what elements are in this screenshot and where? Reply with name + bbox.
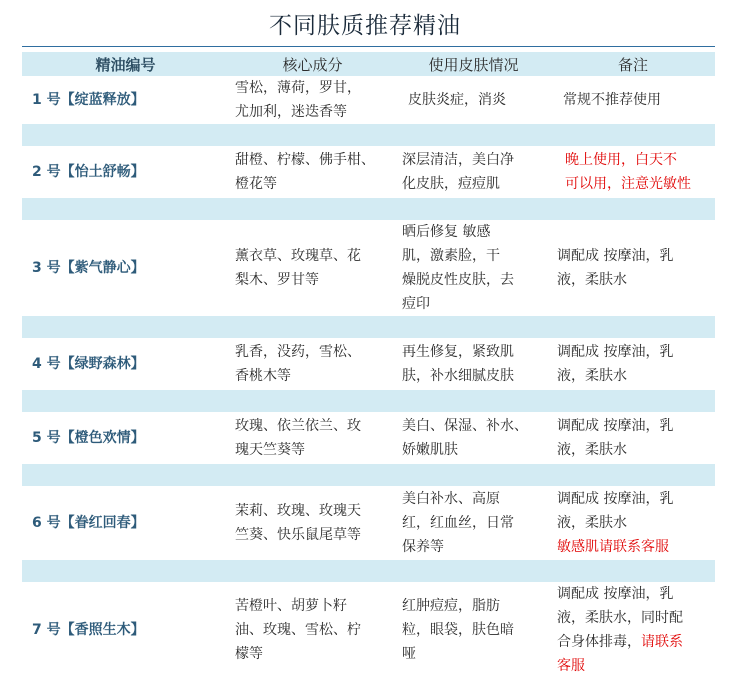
ingredients-cell bbox=[229, 486, 396, 560]
skin-line: 肌，激素脸，干 bbox=[402, 248, 500, 264]
note-cell bbox=[551, 220, 715, 316]
skin-cell bbox=[396, 412, 551, 464]
skin-line: 晒后修复 敏感 bbox=[402, 224, 491, 240]
table-row bbox=[22, 146, 715, 198]
spacer-row bbox=[22, 124, 715, 146]
note-cell bbox=[551, 338, 715, 390]
oil-name: 6 号【眷红回春】 bbox=[32, 515, 145, 531]
skin-line: 美白补水、高原 bbox=[402, 491, 500, 507]
note-line: 调配成 按摩油，乳 bbox=[557, 586, 674, 602]
skin-cell bbox=[396, 220, 551, 316]
header-notes: 备注 bbox=[551, 52, 715, 76]
note-text: 合身体排毒， bbox=[557, 634, 641, 650]
table-row bbox=[22, 412, 715, 464]
table-row bbox=[22, 582, 715, 678]
skin-line: 再生修复，紧致肌 bbox=[402, 344, 514, 360]
note-line: 调配成 按摩油，乳 bbox=[557, 344, 674, 360]
note-line: 常规不推荐使用 bbox=[563, 92, 661, 108]
skin-line: 粒，眼袋，肤色暗 bbox=[402, 622, 514, 638]
ingredients-line: 茉莉、玫瑰、玫瑰天 bbox=[235, 503, 361, 519]
note-line: 液，柔肤水 bbox=[557, 515, 627, 531]
oil-name: 4 号【绿野森林】 bbox=[32, 356, 145, 372]
ingredients-line: 苦橙叶、胡萝卜籽 bbox=[235, 598, 347, 614]
spacer-row bbox=[22, 316, 715, 338]
ingredients-line: 香桃木等 bbox=[235, 368, 291, 384]
ingredients-cell bbox=[229, 412, 396, 464]
skin-line: 哑 bbox=[402, 646, 416, 662]
table-row bbox=[22, 76, 715, 124]
essential-oil-table bbox=[22, 52, 715, 678]
note-line bbox=[557, 630, 709, 654]
page-title: 不同肤质推荐精油 bbox=[269, 13, 461, 39]
spacer-row bbox=[22, 560, 715, 582]
ingredients-cell bbox=[229, 338, 396, 390]
note-line: 调配成 按摩油，乳 bbox=[557, 248, 674, 264]
ingredients-line: 瑰天竺葵等 bbox=[235, 442, 305, 458]
skin-cell bbox=[396, 486, 551, 560]
ingredients-line: 竺葵、快乐鼠尾草等 bbox=[235, 527, 361, 543]
skin-line: 化皮肤，痘痘肌 bbox=[402, 176, 500, 192]
skin-line: 肤，补水细腻皮肤 bbox=[402, 368, 514, 384]
warning-line: 晚上使用，白天不 bbox=[565, 152, 677, 168]
skin-line: 皮肤炎症，消炎 bbox=[408, 92, 506, 108]
skin-cell bbox=[396, 338, 551, 390]
header-oil-number: 精油编号 bbox=[22, 52, 229, 76]
warning-text: 请联系 bbox=[641, 634, 683, 650]
ingredients-line: 乳香，没药，雪松、 bbox=[235, 344, 361, 360]
table-row bbox=[22, 486, 715, 560]
spacer-row bbox=[22, 390, 715, 412]
ingredients-cell bbox=[229, 76, 396, 124]
ingredients-line: 油、玫瑰、雪松、柠 bbox=[235, 622, 361, 638]
ingredients-line: 甜橙、柠檬、佛手柑、 bbox=[235, 152, 375, 168]
warning-line: 客服 bbox=[557, 658, 585, 674]
skin-cell bbox=[396, 146, 551, 198]
ingredients-cell bbox=[229, 220, 396, 316]
note-line: 液，柔肤水，同时配 bbox=[557, 610, 683, 626]
note-line: 调配成 按摩油，乳 bbox=[557, 491, 674, 507]
note-cell bbox=[551, 76, 715, 124]
header-core-ingredients: 核心成分 bbox=[229, 52, 396, 76]
spacer-row bbox=[22, 464, 715, 486]
warning-line: 敏感肌请联系客服 bbox=[557, 539, 669, 555]
skin-line: 红，红血丝，日常 bbox=[402, 515, 514, 531]
ingredients-cell bbox=[229, 582, 396, 678]
skin-line: 保养等 bbox=[402, 539, 444, 555]
note-line: 调配成 按摩油，乳 bbox=[557, 418, 674, 434]
oil-name: 3 号【紫气静心】 bbox=[32, 260, 145, 276]
skin-line: 燥脱皮性皮肤，去 bbox=[402, 272, 514, 288]
ingredients-line: 橙花等 bbox=[235, 176, 277, 192]
title-divider bbox=[22, 46, 715, 47]
oil-name: 1 号【绽蓝释放】 bbox=[32, 92, 145, 108]
skin-cell bbox=[396, 76, 551, 124]
ingredients-cell bbox=[229, 146, 396, 198]
oil-name: 7 号【香照生木】 bbox=[32, 622, 145, 638]
note-line: 液，柔肤水 bbox=[557, 272, 627, 288]
oil-name: 2 号【怡土舒畅】 bbox=[32, 164, 145, 180]
note-cell bbox=[551, 582, 715, 678]
ingredients-line: 尤加利，迷迭香等 bbox=[235, 104, 347, 120]
note-cell bbox=[551, 146, 715, 198]
note-cell bbox=[551, 412, 715, 464]
ingredients-line: 薰衣草、玫瑰草、花 bbox=[235, 248, 361, 264]
ingredients-line: 玫瑰、依兰依兰、玫 bbox=[235, 418, 361, 434]
skin-line: 美白、保湿、补水、 bbox=[402, 418, 528, 434]
ingredients-line: 檬等 bbox=[235, 646, 263, 662]
spacer-row bbox=[22, 198, 715, 220]
skin-cell bbox=[396, 582, 551, 678]
header-skin-condition: 使用皮肤情况 bbox=[396, 52, 551, 76]
note-line: 液，柔肤水 bbox=[557, 442, 627, 458]
table-row bbox=[22, 338, 715, 390]
table-row bbox=[22, 220, 715, 316]
skin-line: 娇嫩肌肤 bbox=[402, 442, 458, 458]
note-line: 液，柔肤水 bbox=[557, 368, 627, 384]
ingredients-line: 雪松，薄荷，罗甘， bbox=[235, 80, 361, 96]
note-cell bbox=[551, 486, 715, 560]
skin-line: 红肿痘痘，脂肪 bbox=[402, 598, 500, 614]
oil-name: 5 号【橙色欢情】 bbox=[32, 430, 145, 446]
skin-line: 深层清洁，美白净 bbox=[402, 152, 514, 168]
skin-line: 痘印 bbox=[402, 296, 430, 312]
table-header-row bbox=[22, 52, 715, 76]
warning-line: 可以用，注意光敏性 bbox=[565, 176, 691, 192]
ingredients-line: 梨木、罗甘等 bbox=[235, 272, 319, 288]
